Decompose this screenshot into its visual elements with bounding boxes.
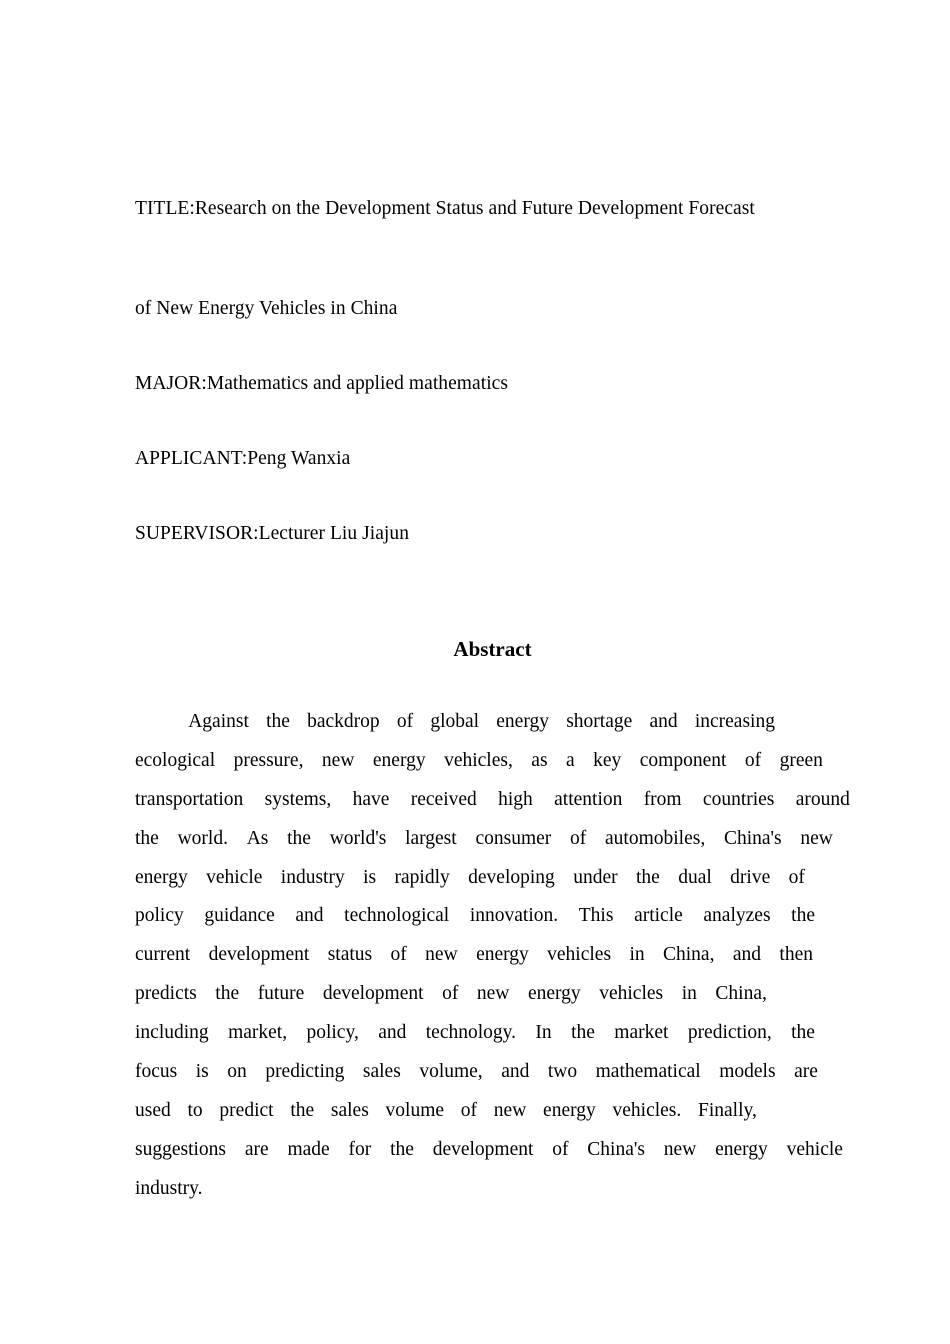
abstract-word: in: [681, 983, 697, 1005]
abstract-word: In: [535, 1022, 552, 1044]
abstract-word: article: [634, 905, 683, 927]
abstract-word: China's: [723, 827, 782, 849]
abstract-word: the: [390, 1138, 414, 1160]
abstract-word: status: [327, 944, 373, 966]
abstract-word: world's: [329, 827, 387, 849]
abstract-word: two: [547, 1061, 578, 1083]
abstract-word: energy: [543, 1099, 596, 1121]
abstract-word: on: [227, 1061, 247, 1083]
abstract-line: [135, 936, 813, 975]
abstract-word: industry: [280, 866, 345, 888]
abstract-word: the: [791, 1022, 815, 1044]
abstract-word: vehicles: [599, 983, 664, 1005]
abstract-word: technology.: [425, 1022, 517, 1044]
abstract-word: and: [501, 1061, 530, 1083]
abstract-word: the: [571, 1022, 595, 1044]
abstract-word: policy: [135, 905, 184, 927]
abstract-word: As: [246, 827, 269, 849]
abstract-word: Against: [188, 711, 249, 732]
abstract-word: market,: [228, 1022, 288, 1044]
abstract-word: of: [390, 944, 407, 966]
title-spacer: [135, 222, 855, 296]
abstract-word: rapidly: [394, 866, 450, 888]
abstract-body: [135, 703, 850, 1209]
abstract-word: volume: [385, 1099, 445, 1121]
abstract-word: of: [460, 1099, 478, 1121]
supervisor-line: SUPERVISOR:Lecturer Liu Jiajun: [135, 523, 409, 544]
abstract-word: in: [629, 944, 645, 966]
abstract-word: energy: [372, 749, 426, 771]
abstract-word: for: [348, 1138, 372, 1160]
abstract-line: [135, 897, 815, 936]
abstract-line: [135, 859, 805, 898]
abstract-line: [135, 1170, 211, 1209]
abstract-word: developing: [468, 866, 555, 888]
abstract-word: attention: [554, 788, 623, 810]
abstract-word: drive: [730, 866, 771, 888]
abstract-word: and: [378, 1022, 407, 1044]
abstract-word: the: [266, 711, 290, 732]
abstract-word: new: [321, 749, 355, 771]
abstract-word: development: [322, 983, 424, 1005]
abstract-line: [135, 820, 833, 859]
abstract-word: increasing: [694, 711, 775, 732]
abstract-word: industry.: [135, 1177, 203, 1199]
abstract-word: innovation.: [469, 905, 559, 927]
abstract-word: suggestions: [135, 1138, 227, 1160]
abstract-word: technological: [344, 905, 450, 927]
abstract-word: prediction,: [687, 1022, 772, 1044]
abstract-word: Finally,: [698, 1099, 757, 1121]
abstract-word: vehicle: [206, 866, 263, 888]
abstract-word: the: [215, 983, 240, 1005]
abstract-word: countries: [702, 788, 775, 810]
abstract-word: shortage: [566, 711, 633, 732]
abstract-word: energy: [135, 866, 188, 888]
abstract-word: including: [135, 1022, 209, 1044]
abstract-word: the: [290, 1099, 315, 1121]
abstract-word: market: [614, 1022, 669, 1044]
abstract-word: sales: [362, 1061, 401, 1083]
title-block: [135, 196, 855, 547]
meta-spacer-1: [135, 322, 855, 371]
abstract-word: world.: [177, 827, 228, 849]
thesis-title-line-2: of New Energy Vehicles in China: [135, 298, 398, 319]
abstract-word: ecological: [135, 749, 216, 771]
abstract-word: consumer: [475, 827, 552, 849]
abstract-word: received: [410, 788, 477, 810]
abstract-word: have: [352, 788, 390, 810]
abstract-word: mathematical: [595, 1061, 701, 1083]
abstract-word: new: [425, 944, 458, 966]
abstract-heading: Abstract: [453, 637, 532, 661]
abstract-word: and: [732, 944, 762, 966]
abstract-word: This: [578, 905, 614, 927]
abstract-word: systems,: [264, 788, 332, 810]
abstract-word: then: [779, 944, 813, 966]
abstract-word: China's: [587, 1138, 645, 1160]
abstract-word: around: [795, 788, 850, 810]
abstract-word: of: [442, 983, 459, 1005]
abstract-word: used: [135, 1099, 171, 1121]
abstract-word: predicts: [135, 983, 197, 1005]
abstract-word: vehicle: [786, 1138, 843, 1160]
abstract-word: vehicles.: [612, 1099, 682, 1121]
abstract-line: [135, 742, 823, 781]
abstract-word: of: [552, 1138, 569, 1160]
abstract-word: the: [635, 866, 660, 888]
abstract-word: predict: [219, 1099, 274, 1121]
abstract-line: [135, 1131, 843, 1170]
abstract-line: [135, 1092, 757, 1131]
abstract-word: and: [295, 905, 324, 927]
abstract-word: as: [531, 749, 548, 771]
abstract-word: are: [244, 1138, 269, 1160]
abstract-word: policy,: [306, 1022, 359, 1044]
abstract-word: energy: [715, 1138, 768, 1160]
abstract-word: and: [649, 711, 678, 732]
abstract-word: guidance: [204, 905, 275, 927]
abstract-word: key: [593, 749, 622, 771]
abstract-word: high: [498, 788, 533, 810]
abstract-line: [135, 1014, 815, 1053]
abstract-word: future: [257, 983, 305, 1005]
abstract-word: are: [794, 1061, 818, 1083]
abstract-word: China,: [663, 944, 715, 966]
abstract-word: green: [779, 749, 823, 771]
abstract-word: current: [135, 944, 191, 966]
abstract-line: [135, 703, 775, 742]
abstract-word: largest: [405, 827, 457, 849]
abstract-word: under: [573, 866, 618, 888]
abstract-word: models: [719, 1061, 776, 1083]
abstract-word: from: [643, 788, 682, 810]
abstract-word: analyzes: [703, 905, 771, 927]
thesis-title-line-1: TITLE:Research on the Development Status and Future Development Forecast: [135, 198, 755, 219]
abstract-word: automobiles,: [605, 827, 706, 849]
abstract-word: vehicles,: [444, 749, 513, 771]
abstract-word: the: [791, 905, 815, 927]
abstract-word: is: [195, 1061, 209, 1083]
abstract-word: the: [287, 827, 311, 849]
abstract-word: new: [663, 1138, 697, 1160]
abstract-word: new: [476, 983, 510, 1005]
abstract-word: vehicles: [547, 944, 612, 966]
abstract-word: energy: [527, 983, 581, 1005]
abstract-word: made: [287, 1138, 330, 1160]
abstract-word: energy: [476, 944, 529, 966]
abstract-word: of: [570, 827, 587, 849]
abstract-word: new: [800, 827, 833, 849]
major-line: MAJOR:Mathematics and applied mathematics: [135, 373, 509, 394]
abstract-word: sales: [330, 1099, 369, 1121]
abstract-word: dual: [678, 866, 712, 888]
abstract-word: is: [363, 866, 377, 888]
abstract-line: [135, 781, 850, 820]
abstract-word: of: [396, 711, 414, 732]
abstract-word: energy: [496, 711, 549, 732]
abstract-word: transportation: [135, 788, 244, 810]
abstract-word: new: [493, 1099, 527, 1121]
applicant-line: APPLICANT:Peng Wanxia: [135, 448, 351, 469]
abstract-word: component: [639, 749, 727, 771]
abstract-word: a: [566, 749, 575, 771]
abstract-word: of: [744, 749, 762, 771]
abstract-word: focus: [135, 1061, 178, 1083]
abstract-word: to: [187, 1099, 203, 1121]
meta-spacer-2: [135, 397, 855, 446]
abstract-word: volume,: [419, 1061, 483, 1083]
abstract-word: backdrop: [307, 711, 380, 732]
abstract-line: [135, 975, 767, 1014]
abstract-word: China,: [715, 983, 767, 1005]
abstract-word: development: [432, 1138, 534, 1160]
abstract-word: of: [788, 866, 805, 888]
abstract-word: the: [135, 827, 159, 849]
meta-spacer-3: [135, 472, 855, 521]
abstract-word: predicting: [265, 1061, 345, 1083]
abstract-word: development: [208, 944, 310, 966]
abstract-word: global: [430, 711, 480, 732]
abstract-line: [135, 1053, 818, 1092]
abstract-word: pressure,: [233, 749, 304, 771]
